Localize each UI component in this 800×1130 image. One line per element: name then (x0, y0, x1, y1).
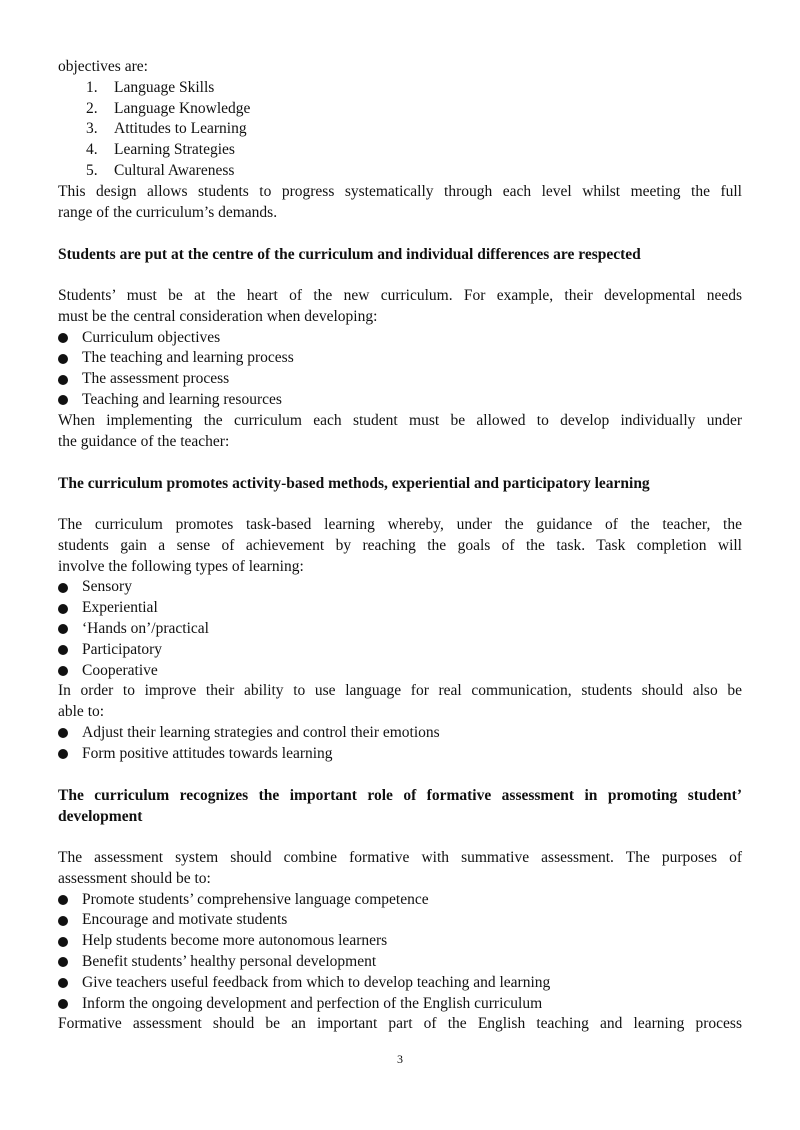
list-item: 2. Language Knowledge (86, 99, 251, 117)
paragraph-line: students gain a sense of achievement by reaching the goals of the task. Task completion will (58, 536, 742, 554)
page-number: 3 (397, 1052, 403, 1066)
section-heading: The curriculum recognizes the important role of formative assessment in promoting student’ (58, 787, 742, 805)
bullet-icon (58, 916, 68, 926)
bullet-list (58, 890, 742, 1015)
paragraph-line: assessment should be to: (58, 869, 211, 887)
design-paragraph-line: range of the curriculum’s demands. (58, 203, 278, 221)
bullet-icon (58, 728, 68, 738)
list-item: Sensory (58, 577, 742, 598)
bullet-icon (58, 749, 68, 759)
bullet-icon (58, 395, 68, 405)
bullet-list (58, 723, 742, 765)
list-item: Teaching and learning resources (58, 390, 742, 411)
bullet-icon (58, 999, 68, 1009)
list-item: Give teachers useful feedback from which to develop teaching and learning (58, 973, 742, 994)
list-item: Promote students’ comprehensive language competence (58, 890, 742, 911)
bullet-icon (58, 604, 68, 614)
paragraph-line: The assessment system should combine formative with summative assessment. The purposes of (58, 849, 742, 867)
list-item: Form positive attitudes towards learning (58, 744, 742, 765)
bullet-list (58, 328, 742, 411)
bullet-icon (58, 937, 68, 947)
list-item: Curriculum objectives (58, 328, 742, 349)
list-item: Help students become more autonomous learners (58, 931, 742, 952)
paragraph-line: When implementing the curriculum each student must be allowed to develop individually under (58, 411, 742, 429)
paragraph-line: involve the following types of learning: (58, 557, 304, 575)
list-item: The teaching and learning process (58, 348, 742, 369)
objectives-list (58, 78, 742, 182)
list-item: Benefit students’ healthy personal development (58, 952, 742, 973)
list-item: Encourage and motivate students (58, 910, 742, 931)
bullet-icon (58, 624, 68, 634)
section-heading: development (58, 808, 143, 826)
list-item: 4. Learning Strategies (86, 141, 235, 159)
list-item: The assessment process (58, 369, 742, 390)
bullet-icon (58, 333, 68, 343)
bullet-icon (58, 895, 68, 905)
list-item: Adjust their learning strategies and control their emotions (58, 723, 742, 744)
design-paragraph-line: This design allows students to progress systematically through each level whilst meeting the full (58, 182, 742, 200)
list-item: ‘Hands on’/practical (58, 619, 742, 640)
bullet-icon (58, 375, 68, 385)
bullet-icon (58, 645, 68, 655)
section-heading: The curriculum promotes activity-based methods, experiential and participatory learning (58, 475, 650, 493)
bullet-icon (58, 666, 68, 676)
list-item: 3. Attitudes to Learning (86, 120, 247, 138)
list-item: 1. Language Skills (86, 78, 215, 96)
paragraph-line: must be the central consideration when developing: (58, 307, 378, 325)
paragraph-line: the guidance of the teacher: (58, 432, 230, 450)
list-item: 5. Cultural Awareness (86, 161, 235, 179)
intro-line: objectives are: (58, 58, 148, 75)
list-item: Inform the ongoing development and perfection of the English curriculum (58, 994, 742, 1015)
paragraph-line: able to: (58, 703, 105, 721)
bullet-icon (58, 583, 68, 593)
document-page (58, 57, 742, 1035)
list-item: Cooperative (58, 661, 742, 682)
bullet-icon (58, 354, 68, 364)
bullet-icon (58, 957, 68, 967)
bullet-icon (58, 978, 68, 988)
bullet-list (58, 577, 742, 681)
paragraph-line: The curriculum promotes task-based learning whereby, under the guidance of the teacher, the (58, 515, 742, 533)
paragraph-line: In order to improve their ability to use language for real communication, students should also be (58, 682, 742, 700)
section-heading: Students are put at the centre of the curriculum and individual differences are respected (58, 246, 641, 264)
paragraph-line: Formative assessment should be an important part of the English teaching and learning process (58, 1015, 742, 1033)
list-item: Experiential (58, 598, 742, 619)
paragraph-line: Students’ must be at the heart of the new curriculum. For example, their developmental needs (58, 286, 742, 304)
list-item: Participatory (58, 640, 742, 661)
